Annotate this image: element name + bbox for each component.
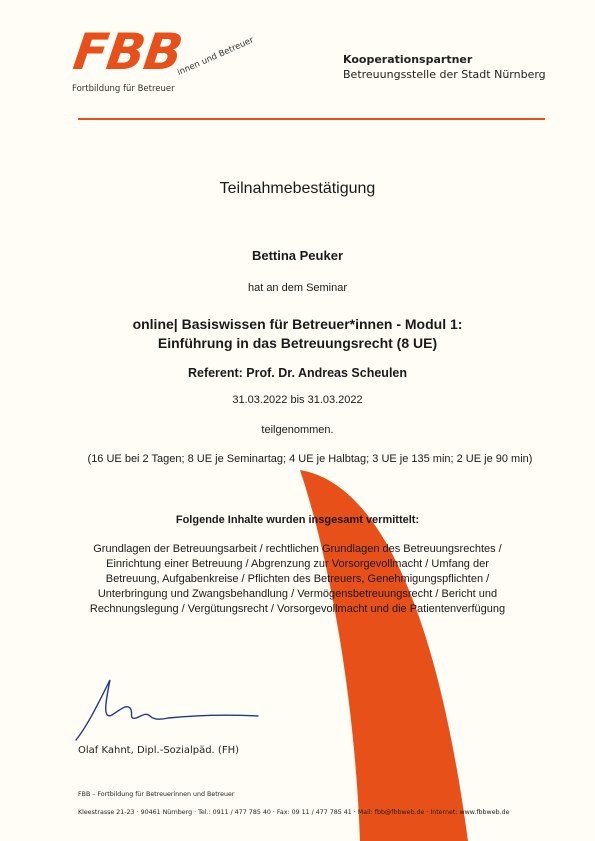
fbb-logo xyxy=(70,22,270,102)
logo-mark: FBB xyxy=(69,23,186,81)
participated-text: teilgenommen. xyxy=(261,424,334,436)
logo-subtitle: Fortbildung für Betreuer xyxy=(72,84,175,94)
seminar-title-line2: Einführung in das Betreuungsrecht (8 UE) xyxy=(157,335,438,351)
footer-contact: Kleestrasse 21-23 · 90461 Nürnberg · Tel.: 0911 / 477 785 40 · Fax: 09 11 / 477 785 41 · Mail: fbb@fbbweb.de · Internet: www.fbbweb.de xyxy=(78,809,510,816)
ue-note: (16 UE bei 2 Tagen; 8 UE je Seminartag; 4 UE je Halbtag; 3 UE je 135 min; 2 UE je 90 min) xyxy=(87,453,533,465)
intro-text: hat an dem Seminar xyxy=(247,282,348,294)
participant-name: Bettina Peuker xyxy=(251,248,344,263)
certificate-title: Teilnahmebestätigung xyxy=(219,180,376,197)
contents-list: Grundlagen der Betreuungsarbeit / rechtlichen Grundlagen des Betreuungsrechtes / Einrichtung einer Betreuung / Abgrenzung zur Vorsorgevollmacht / Umfang der Betreuung, Aufgabenkreise / Pflichten des Betreuers, Genehmigungspflichten / Unterbringung und Zwangsbehandlung / Vermögensbetreuungsrecht / Bericht und Rechnungslegung / Vergütungsrecht / Vorsorgevollmacht und die Patientenverfügung xyxy=(89,543,506,615)
partner-label: Kooperationspartner xyxy=(343,53,473,66)
signature-image xyxy=(68,670,268,750)
signer-name: Olaf Kahnt, Dipl.-Sozialpäd. (FH) xyxy=(78,745,239,756)
seminar-title-line1: online| Basiswissen für Betreuer*innen - Modul 1: xyxy=(132,316,463,332)
referent: Referent: Prof. Dr. Andreas Scheulen xyxy=(187,366,408,380)
seminar-title xyxy=(70,315,525,353)
seminar-dates: 31.03.2022 bis 31.03.2022 xyxy=(232,394,363,406)
contents-title: Folgende Inhalte wurden insgesamt vermittelt: xyxy=(175,514,420,526)
header-divider xyxy=(78,118,545,120)
partner-name: Betreuungsstelle der Stadt Nürnberg xyxy=(343,68,546,81)
cooperation-partner xyxy=(343,52,546,82)
logo-subtitle-rotated: innen und Betreuer xyxy=(175,35,256,78)
footer-org: FBB – Fortbildung für Betreuerinnen und Betreuer xyxy=(78,791,235,798)
